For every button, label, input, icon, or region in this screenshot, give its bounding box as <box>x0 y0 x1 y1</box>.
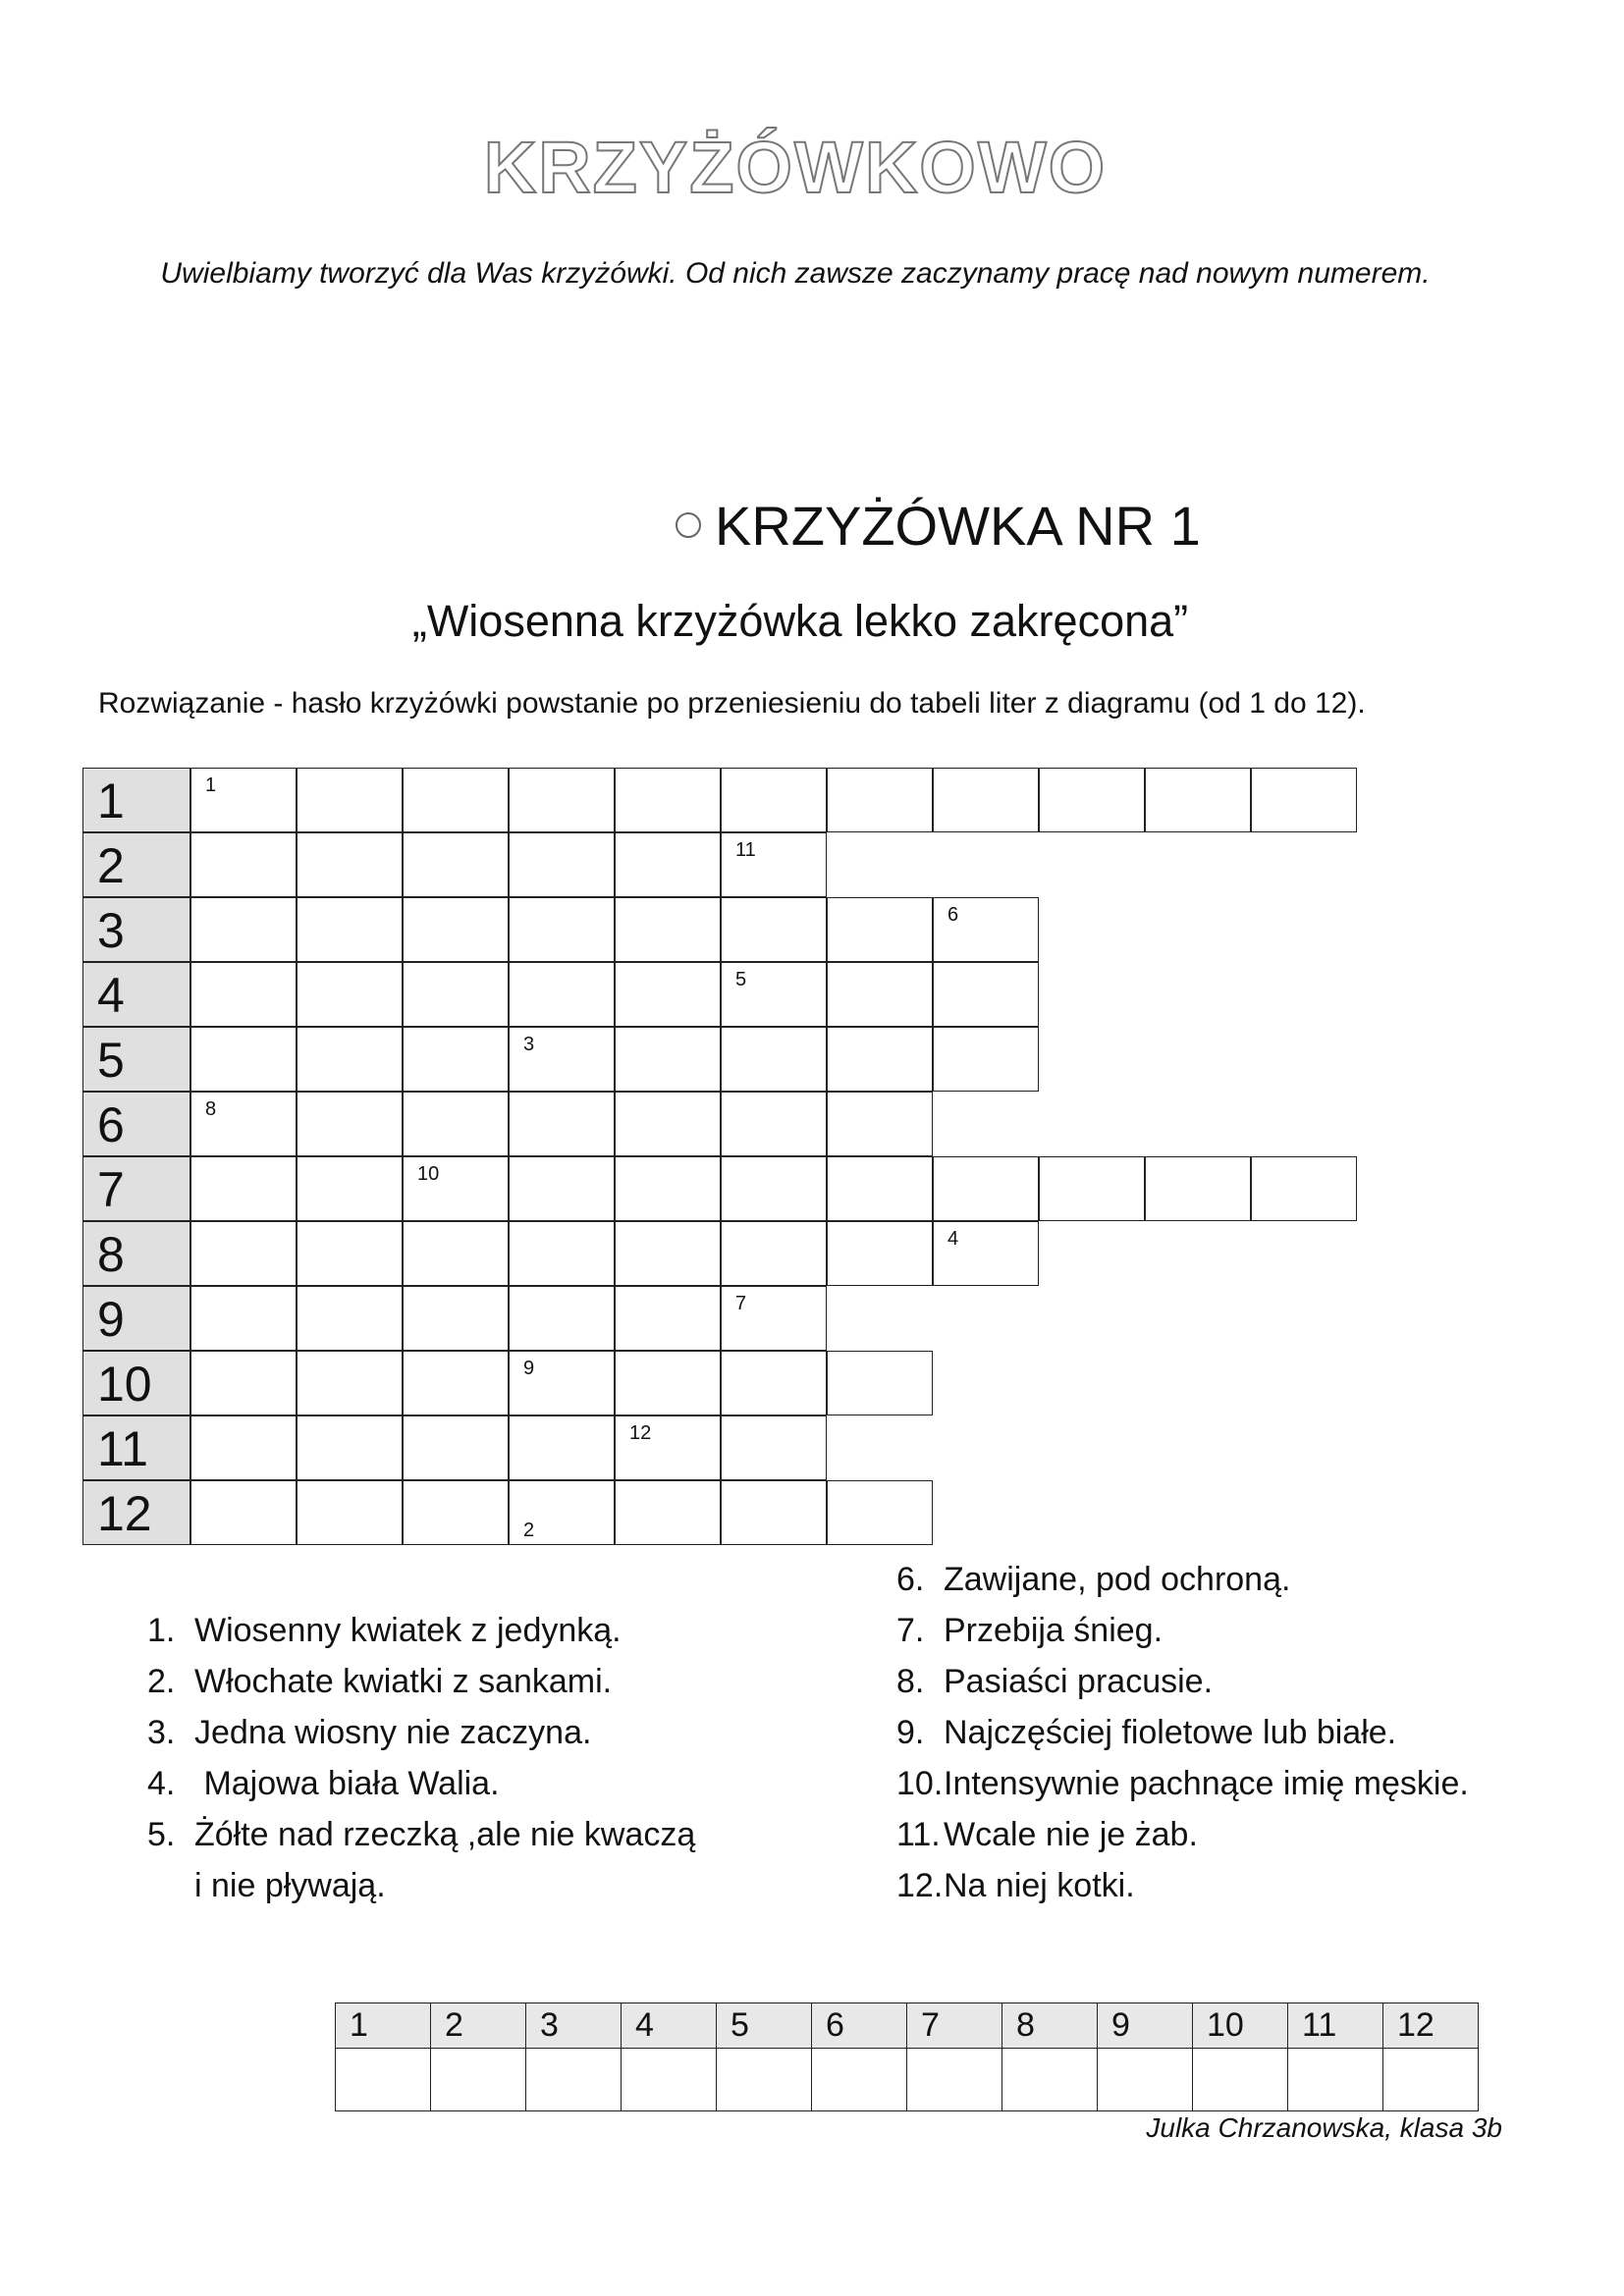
clue-number: 7. <box>896 1612 925 1649</box>
crossword-cell[interactable] <box>509 1092 615 1156</box>
crossword-cell[interactable] <box>297 768 403 832</box>
crossword-cell[interactable] <box>1251 768 1357 832</box>
answer-header-cell: 6 <box>812 2003 907 2049</box>
crossword-cell[interactable] <box>933 897 1039 962</box>
answer-header-cell: 2 <box>431 2003 526 2049</box>
row-number: 7 <box>82 1156 190 1221</box>
answer-header-cell: 10 <box>1193 2003 1288 2049</box>
crossword-cell[interactable] <box>721 1092 827 1156</box>
clue-text: Żółte nad rzeczką ,ale nie kwaczą <box>194 1816 696 1853</box>
clue-number: 4. <box>147 1765 176 1802</box>
crossword-cell[interactable] <box>615 1221 721 1286</box>
cell-solution-number: 9 <box>523 1358 535 1379</box>
answer-input-cell[interactable] <box>336 2049 431 2111</box>
crossword-cell[interactable] <box>297 1156 403 1221</box>
crossword-cell[interactable] <box>190 1351 297 1415</box>
clue-text: Pasiaści pracusie. <box>944 1663 1214 1700</box>
crossword-cell[interactable] <box>721 832 827 897</box>
crossword-cell[interactable] <box>615 768 721 832</box>
clue-item <box>896 1867 1135 1905</box>
crossword-cell[interactable] <box>933 1027 1039 1092</box>
answer-table-header <box>336 2003 1479 2049</box>
crossword-cell[interactable] <box>190 962 297 1027</box>
answer-input-cell[interactable] <box>526 2049 622 2111</box>
clue-text: i nie pływają. <box>194 1867 386 1904</box>
crossword-cell[interactable] <box>297 1092 403 1156</box>
clue-item <box>147 1816 695 1854</box>
crossword-cell[interactable] <box>190 832 297 897</box>
crossword-cell[interactable] <box>403 768 509 832</box>
cell-solution-number: 6 <box>947 904 959 926</box>
clue-item <box>147 1663 612 1701</box>
clue-text: Najczęściej fioletowe lub białe. <box>944 1714 1397 1751</box>
crossword-cell[interactable] <box>190 1286 297 1351</box>
clue-item <box>147 1867 386 1905</box>
answer-header-cell: 5 <box>717 2003 812 2049</box>
crossword-cell[interactable] <box>403 1221 509 1286</box>
cell-solution-number: 7 <box>735 1293 747 1314</box>
crossword-cell[interactable] <box>403 1351 509 1415</box>
clue-number: 9. <box>896 1714 925 1751</box>
row-number: 4 <box>82 962 190 1027</box>
clue-number: 10. <box>896 1765 944 1802</box>
crossword-cell[interactable] <box>403 1286 509 1351</box>
answer-header-cell: 1 <box>336 2003 431 2049</box>
clue-number: 6. <box>896 1561 925 1598</box>
crossword-cell[interactable] <box>827 1351 933 1415</box>
crossword-cell[interactable] <box>509 962 615 1027</box>
circle-bullet-icon <box>676 512 701 538</box>
crossword-cell[interactable] <box>403 1415 509 1480</box>
crossword-cell[interactable] <box>190 1156 297 1221</box>
cell-solution-number: 11 <box>735 839 756 861</box>
answer-input-cell[interactable] <box>1383 2049 1479 2111</box>
cell-solution-number: 4 <box>947 1228 959 1250</box>
clue-item <box>896 1612 1163 1650</box>
crossword-cell[interactable] <box>721 1480 827 1545</box>
crossword-cell[interactable] <box>1251 1156 1357 1221</box>
crossword-cell[interactable] <box>509 1156 615 1221</box>
crossword-cell[interactable] <box>827 1480 933 1545</box>
crossword-cell[interactable] <box>827 1027 933 1092</box>
clue-number: 1. <box>147 1612 176 1649</box>
crossword-cell[interactable] <box>509 832 615 897</box>
crossword-cell[interactable] <box>509 1480 615 1545</box>
crossword-cell[interactable] <box>933 1221 1039 1286</box>
masthead-title: KRZYŻÓWKOWO <box>483 127 1108 208</box>
crossword-cell[interactable] <box>190 1480 297 1545</box>
crossword-cell[interactable] <box>721 1351 827 1415</box>
crossword-cell[interactable] <box>615 1156 721 1221</box>
row-number: 5 <box>82 1027 190 1092</box>
crossword-cell[interactable] <box>615 1480 721 1545</box>
crossword-cell[interactable] <box>615 1286 721 1351</box>
answer-input-cell[interactable] <box>907 2049 1002 2111</box>
row-number: 12 <box>82 1480 190 1545</box>
crossword-cell[interactable] <box>827 1156 933 1221</box>
clue-item <box>147 1612 622 1650</box>
crossword-cell[interactable] <box>615 897 721 962</box>
crossword-cell[interactable] <box>827 1092 933 1156</box>
row-number: 3 <box>82 897 190 962</box>
cell-solution-number: 10 <box>417 1163 440 1185</box>
clue-text: Intensywnie pachnące imię męskie. <box>944 1765 1469 1802</box>
crossword-cell[interactable] <box>509 1415 615 1480</box>
crossword-cell[interactable] <box>297 1286 403 1351</box>
crossword-cell[interactable] <box>403 1092 509 1156</box>
crossword-cell[interactable] <box>190 1221 297 1286</box>
crossword-cell[interactable] <box>1039 1156 1145 1221</box>
row-number: 8 <box>82 1221 190 1286</box>
crossword-cell[interactable] <box>297 1351 403 1415</box>
answer-header-cell: 9 <box>1098 2003 1193 2049</box>
clue-text: Przebija śnieg. <box>944 1612 1164 1649</box>
answer-input-cell[interactable] <box>1288 2049 1383 2111</box>
crossword-cell[interactable] <box>297 897 403 962</box>
row-number: 1 <box>82 768 190 832</box>
answer-header-cell: 3 <box>526 2003 622 2049</box>
crossword-cell[interactable] <box>403 832 509 897</box>
answer-input-cell[interactable] <box>717 2049 812 2111</box>
clue-text: Wiosenny kwiatek z jedynką. <box>194 1612 622 1649</box>
puzzle-subtitle: „Wiosenna krzyżówka lekko zakręcona” <box>411 596 1189 646</box>
clue-text: Włochate kwiatki z sankami. <box>194 1663 613 1700</box>
crossword-cell[interactable] <box>509 1221 615 1286</box>
clue-number: 12. <box>896 1867 944 1904</box>
crossword-cell[interactable] <box>933 1156 1039 1221</box>
clue-text: Na niej kotki. <box>944 1867 1135 1904</box>
crossword-cell[interactable] <box>827 962 933 1027</box>
crossword-cell[interactable] <box>1145 768 1251 832</box>
answer-input-cell[interactable] <box>622 2049 717 2111</box>
crossword-cell[interactable] <box>615 1351 721 1415</box>
crossword-cell[interactable] <box>297 962 403 1027</box>
cell-solution-number: 8 <box>205 1098 217 1120</box>
clue-number: 5. <box>147 1816 176 1853</box>
clue-item <box>896 1714 1396 1752</box>
puzzle-heading <box>676 491 1201 560</box>
crossword-cell[interactable] <box>1039 768 1145 832</box>
crossword-cell[interactable] <box>509 768 615 832</box>
crossword-cell[interactable] <box>190 768 297 832</box>
answer-header-cell: 12 <box>1383 2003 1479 2049</box>
cell-solution-number: 2 <box>523 1520 535 1541</box>
crossword-cell[interactable] <box>297 1480 403 1545</box>
row-number: 9 <box>82 1286 190 1351</box>
answer-header-cell: 7 <box>907 2003 1002 2049</box>
crossword-cell[interactable] <box>509 897 615 962</box>
cell-solution-number: 12 <box>629 1422 652 1444</box>
crossword-cell[interactable] <box>403 962 509 1027</box>
clue-number: 11. <box>896 1816 941 1853</box>
crossword-cell[interactable] <box>721 1156 827 1221</box>
answer-table <box>335 2002 1479 2111</box>
crossword-cell[interactable] <box>190 1092 297 1156</box>
answer-header-cell: 11 <box>1288 2003 1383 2049</box>
crossword-cell[interactable] <box>297 1415 403 1480</box>
answer-input-cell[interactable] <box>1098 2049 1193 2111</box>
puzzle-instructions: Rozwiązanie - hasło krzyżówki powstanie po przeniesieniu do tabeli liter z diagramu (od 1 do 12). <box>98 687 1366 720</box>
crossword-cell[interactable] <box>190 1027 297 1092</box>
crossword-cell[interactable] <box>615 1092 721 1156</box>
answer-table-cells <box>336 2049 1479 2111</box>
crossword-cell[interactable] <box>615 962 721 1027</box>
crossword-cell[interactable] <box>403 897 509 962</box>
crossword-cell[interactable] <box>403 1027 509 1092</box>
crossword-cell[interactable] <box>827 768 933 832</box>
crossword-cell[interactable] <box>933 768 1039 832</box>
row-number: 2 <box>82 832 190 897</box>
clue-item <box>896 1663 1213 1701</box>
crossword-cell[interactable] <box>509 1286 615 1351</box>
crossword-cell[interactable] <box>297 1221 403 1286</box>
crossword-cell[interactable] <box>509 1351 615 1415</box>
crossword-cell[interactable] <box>827 1221 933 1286</box>
crossword-cell[interactable] <box>1145 1156 1251 1221</box>
cell-solution-number: 5 <box>735 969 747 990</box>
clue-item <box>147 1765 500 1803</box>
crossword-cell[interactable] <box>721 1027 827 1092</box>
crossword-cell[interactable] <box>190 1415 297 1480</box>
crossword-cell[interactable] <box>615 1415 721 1480</box>
crossword-cell[interactable] <box>721 768 827 832</box>
row-number: 6 <box>82 1092 190 1156</box>
clue-item <box>896 1765 1469 1803</box>
crossword-cell[interactable] <box>190 897 297 962</box>
clue-item <box>147 1714 591 1752</box>
crossword-cell[interactable] <box>615 832 721 897</box>
crossword-cell[interactable] <box>721 1221 827 1286</box>
clue-text: Zawijane, pod ochroną. <box>944 1561 1291 1598</box>
row-number: 11 <box>82 1415 190 1480</box>
crossword-cell[interactable] <box>827 897 933 962</box>
crossword-cell[interactable] <box>297 1027 403 1092</box>
crossword-cell[interactable] <box>721 1415 827 1480</box>
cell-solution-number: 1 <box>205 774 217 796</box>
clue-text: Jedna wiosny nie zaczyna. <box>194 1714 592 1751</box>
answer-input-cell[interactable] <box>431 2049 526 2111</box>
clue-text: Wcale nie je żab. <box>944 1816 1198 1853</box>
puzzle-title: KRZYŻÓWKA NR 1 <box>715 494 1201 557</box>
crossword-cell[interactable] <box>403 1156 509 1221</box>
answer-header-cell: 4 <box>622 2003 717 2049</box>
intro-text: Uwielbiamy tworzyć dla Was krzyżówki. Od nich zawsze zaczynamy pracę nad nowym numerem. <box>160 257 1431 290</box>
answer-input-cell[interactable] <box>1193 2049 1288 2111</box>
clue-number: 3. <box>147 1714 176 1751</box>
clue-number: 8. <box>896 1663 925 1700</box>
clue-item <box>896 1816 1198 1854</box>
crossword-cell[interactable] <box>403 1480 509 1545</box>
crossword-cell[interactable] <box>509 1027 615 1092</box>
crossword-cell[interactable] <box>721 1286 827 1351</box>
crossword-cell[interactable] <box>721 962 827 1027</box>
clue-text: Majowa biała Walia. <box>194 1765 500 1802</box>
cell-solution-number: 3 <box>523 1034 535 1055</box>
crossword-cell[interactable] <box>721 897 827 962</box>
crossword-cell[interactable] <box>615 1027 721 1092</box>
author-credit: Julka Chrzanowska, klasa 3b <box>1146 2112 1502 2143</box>
clue-item <box>896 1561 1290 1599</box>
answer-input-cell[interactable] <box>812 2049 907 2111</box>
row-number: 10 <box>82 1351 190 1415</box>
crossword-cell[interactable] <box>933 962 1039 1027</box>
crossword-cell[interactable] <box>297 832 403 897</box>
answer-input-cell[interactable] <box>1002 2049 1098 2111</box>
clue-number: 2. <box>147 1663 176 1700</box>
answer-header-cell: 8 <box>1002 2003 1098 2049</box>
